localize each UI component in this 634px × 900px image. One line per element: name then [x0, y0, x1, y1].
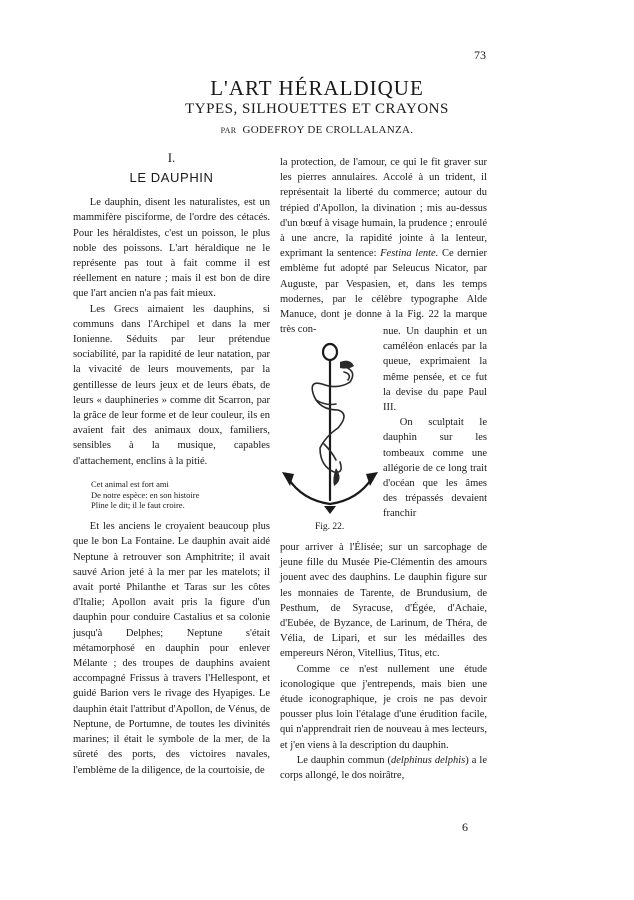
right-column-bottom: [280, 540, 487, 783]
paragraph-text: la protection, de l'amour, ce qui le fit graver sur les pierres annulaires. Accolé à un trident, il représentait la liberté du commerce; autour du trépied d'Apollon, la divination ; mis au-dessus d'un bœuf à visage humain, la prudence ; enroulé à une ancre, la rapidité jointe à la lenteur, exprimant la sentence:: [280, 157, 487, 260]
page-number: 73: [474, 48, 486, 62]
paragraph: Et les anciens le croyaient beaucoup plus que le bon La Fontaine. Le dauphin avait aidé Neptune à retrouver son Amphitrite; il avait sauvé Arion jeté à la mer par les matelots; il avait porté Philanthe et Taras sur les côtes d'Italie; Apollon avait pris la figure d'un dauphin pour conduire Castalius et sa colonie jusqu'à Delphes; Neptune s'était métamorphosé en dauphin pour enlever Mélante ; des troupes de dauphins avaient accompagné Frissus à travers l'Hellespont, et guidé Barion vers le rivage des Hyapiges. Le dauphin était l'attribut d'Apollon, de Vénus, de Neptune, de Portumne, de toutes les divinités marines; il était le symbole de la mer, de la sûreté des ports, des victoires navales, l'emblème de la diligence, de la courtoisie, de: [73, 521, 270, 776]
poem-line: Pline le dit; il le faut croire.: [91, 500, 185, 511]
latin-phrase: Festina lente.: [380, 248, 439, 260]
paragraph-text: ) a le corps allongé, le dos noirâtre,: [280, 754, 487, 782]
latin-name: delphinus delphis: [391, 754, 466, 766]
paragraph: [280, 155, 487, 337]
poem-line: De notre espèce: en son histoire: [91, 489, 200, 500]
poem-quote: [91, 479, 270, 511]
paragraph-text: Ce dernier emblème fut adopté par Seleucus Nicator, par Auguste, par Vespasien, et, dans les temps modernes, par le célèbre typographe Alde Manuce, dont je donne à la Fig. 22 la marque très con-: [280, 248, 487, 336]
paragraph: Les Grecs aimaient les dauphins, si communs dans l'Archipel et dans la mer Ionienne. Séduits par leur prétendue sociabilité, par la rapidité de leur natation, par la vivacité de leurs mouvements, par la gentillesse de leurs jeux et de leurs ébats, de leurs « dauphineries » comme dit Scarron, par la grâce de leur forme et de leur couleur, ils en avaient fait des animaux doux, familiers, sensibles à la musique, capables d'attachement, enclins à la pitié.: [73, 303, 270, 467]
anchor-dolphin-illustration: [280, 340, 380, 520]
article-subtitle: TYPES, SILHOUETTES ET CRAYONS: [185, 101, 449, 117]
poem-line: Cet animal est fort ami: [91, 478, 169, 489]
paragraph: Le dauphin, disent les naturalistes, est un mammifère pisciforme, de l'ordre des cétacés. Pour les héraldistes, c'est un poisson, le plus noble des poissons. L'art héraldique ne le représente pas tout à fait comme il est réellement en nature ; mais il est bon de dire que l'art ancien n'a pas fait mieux.: [73, 197, 270, 300]
paragraph-text: Le dauphin commun (: [296, 754, 392, 766]
paragraph: Comme ce n'est nullement une étude iconologique que j'entrepends, mais bien une étude iconographique, je crois ne pas devoir pousser plus loin l'étalage d'une érudition facile, qui n'apprendrait rien de nouveau à mes lecteurs, et j'en viens à la description du dauphin.: [280, 663, 487, 751]
section-number: I.: [167, 150, 176, 165]
paragraph: [280, 753, 487, 783]
paragraph: pour arriver à l'Élisée; sur un sarcophage de jeune fille du Musée Pie-Clémentin des amours jouent avec des dauphins. Le dauphin figure sur les monnaies de Tarente, de Brundusium, de Pesthum, de Syracuse, d'Égée, d'Achaie, d'Eubée, de Byzance, de Larinum, de Théra, de Vélia, de Lipari, et sur les médailles des empereurs Néron, Vitellius, Titus, etc.: [280, 542, 487, 660]
section-title: LE DAUPHIN: [129, 170, 214, 185]
right-column-top: [280, 155, 487, 337]
byline-author: GODEFROY DE CROLLALANZA.: [242, 124, 414, 136]
paragraph: On sculptait le dauphin sur les tombeaux comme une allégorie de ce long trait d'océan que les âmes des trépassés devaient franchir: [383, 417, 487, 520]
figure-22: [280, 340, 380, 540]
byline: [0, 124, 634, 136]
left-column: [73, 150, 270, 778]
byline-prefix: PAR: [220, 126, 237, 135]
article-title: L'ART HÉRALDIQUE: [210, 76, 424, 100]
figure-caption: Fig. 22.: [315, 522, 345, 532]
paragraph: nue. Un dauphin et un caméléon enlacés par la queue, exprimaient la même pensée, et ce fut la devise du pape Paul III.: [383, 326, 487, 414]
signature-mark: 6: [462, 820, 468, 834]
wrap-text: [383, 324, 487, 522]
